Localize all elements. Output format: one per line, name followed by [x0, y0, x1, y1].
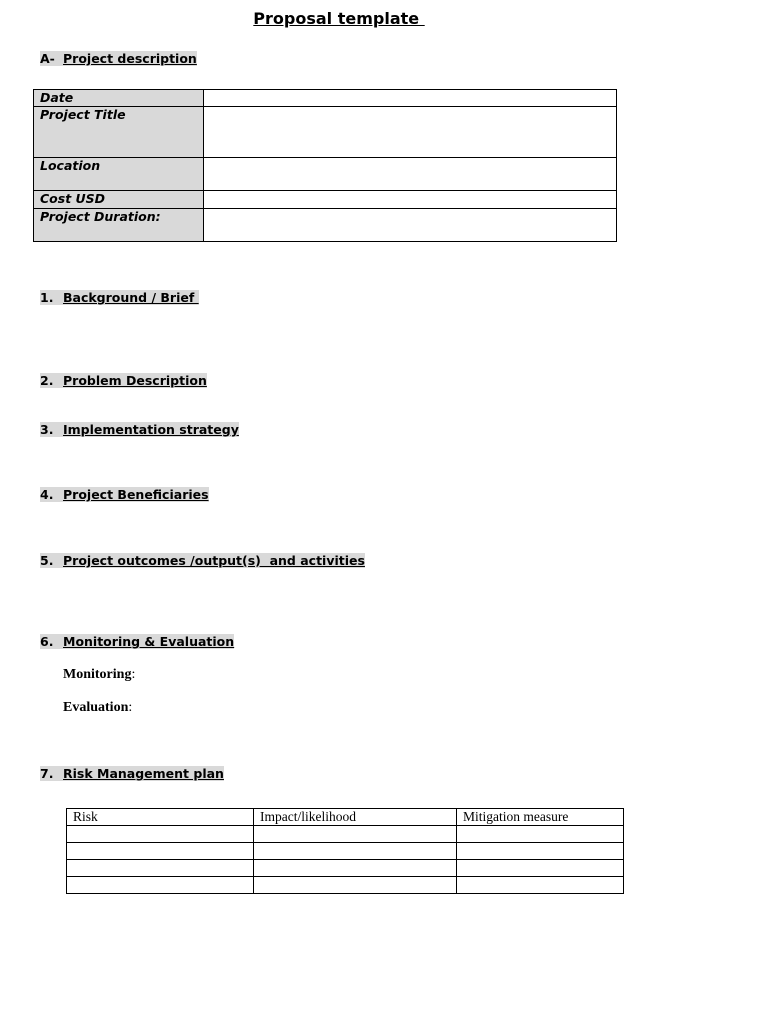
- section-3-number: 3.: [40, 422, 63, 437]
- section-4-number: 4.: [40, 487, 63, 502]
- section-6-number: 6.: [40, 634, 63, 649]
- duration-label: Project Duration:: [34, 209, 204, 242]
- cost-label: Cost USD: [34, 191, 204, 209]
- monitoring-colon: :: [131, 667, 136, 682]
- project-title-label: Project Title: [34, 107, 204, 158]
- section-a-title: Project description: [63, 51, 197, 66]
- table-row-duration: [34, 209, 617, 242]
- section-6-heading: [40, 634, 234, 649]
- section-6-title: Monitoring & Evaluation: [63, 634, 235, 649]
- mitigation-cell[interactable]: [457, 843, 624, 860]
- risk-table-header-row: [67, 809, 624, 826]
- section-4-title: Project Beneficiaries: [63, 487, 209, 502]
- table-row-date: [34, 90, 617, 107]
- impact-cell[interactable]: [254, 826, 457, 843]
- monitoring-label: Monitoring: [63, 667, 132, 682]
- section-7-heading: [40, 766, 224, 781]
- project-title-value-cell[interactable]: [204, 107, 617, 158]
- table-row: [67, 860, 624, 877]
- document-title: [0, 9, 678, 28]
- section-7-title: Risk Management plan: [63, 766, 224, 781]
- impact-cell[interactable]: [254, 877, 457, 894]
- evaluation-line: [63, 700, 132, 716]
- section-5-number: 5.: [40, 553, 63, 568]
- impact-cell[interactable]: [254, 860, 457, 877]
- risk-cell[interactable]: [67, 843, 254, 860]
- table-row: [67, 843, 624, 860]
- duration-value-cell[interactable]: [204, 209, 617, 242]
- section-3-title: Implementation strategy: [63, 422, 239, 437]
- risk-cell[interactable]: [67, 860, 254, 877]
- table-row-project-title: [34, 107, 617, 158]
- section-1-title: Background / Brief: [63, 290, 199, 305]
- risk-cell[interactable]: [67, 826, 254, 843]
- section-1-number: 1.: [40, 290, 63, 305]
- table-row-location: [34, 158, 617, 191]
- date-label: Date: [34, 90, 204, 107]
- section-2-heading: [40, 373, 207, 388]
- impact-cell[interactable]: [254, 843, 457, 860]
- evaluation-colon: :: [128, 700, 133, 715]
- section-5-title: Project outcomes /output(s) and activities: [63, 553, 365, 568]
- section-a-number: A-: [40, 51, 63, 66]
- impact-column-header: Impact/likelihood: [254, 809, 457, 826]
- mitigation-cell[interactable]: [457, 877, 624, 894]
- section-3-heading: [40, 422, 239, 437]
- section-2-title: Problem Description: [63, 373, 207, 388]
- location-label: Location: [34, 158, 204, 191]
- table-row: [67, 877, 624, 894]
- mitigation-cell[interactable]: [457, 860, 624, 877]
- risk-management-table: [66, 808, 624, 894]
- section-4-heading: [40, 487, 209, 502]
- document-title-text: Proposal template: [253, 9, 425, 28]
- evaluation-label: Evaluation: [63, 700, 129, 715]
- table-row: [67, 826, 624, 843]
- cost-value-cell[interactable]: [204, 191, 617, 209]
- section-5-heading: [40, 553, 365, 568]
- section-2-number: 2.: [40, 373, 63, 388]
- project-description-table: [33, 89, 617, 242]
- mitigation-cell[interactable]: [457, 826, 624, 843]
- date-value-cell[interactable]: [204, 90, 617, 107]
- section-a-heading: [40, 51, 197, 66]
- table-row-cost: [34, 191, 617, 209]
- risk-column-header: Risk: [67, 809, 254, 826]
- location-value-cell[interactable]: [204, 158, 617, 191]
- monitoring-line: [63, 667, 135, 683]
- section-7-number: 7.: [40, 766, 63, 781]
- risk-cell[interactable]: [67, 877, 254, 894]
- section-1-heading: [40, 290, 199, 305]
- mitigation-column-header: Mitigation measure: [457, 809, 624, 826]
